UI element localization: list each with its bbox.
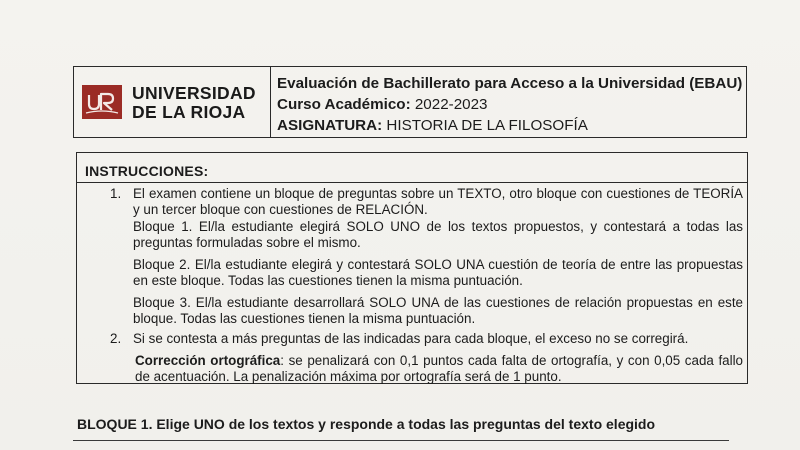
item-number-1: 1. [110,186,122,201]
item-number-2: 2. [110,331,122,346]
section-divider [73,440,729,441]
exam-title [277,73,743,94]
bloque-1-rule: Bloque 1. El/la estudiante elegirá SOLO UNO de los textos propuestos, y contestará a todas las preguntas formuladas sobre el mismo. [133,219,743,251]
correction-text: : se penalizará con 0,1 puntos cada falta de ortografía, y con 0,05 cada fallo de acentuación. La penalización máxima por ortografía será de 1 punto. [135,353,744,385]
course-label: Curso Académico: [277,96,411,113]
bloque-2-rule: Bloque 2. El/la estudiante elegirá y contestará SOLO UNA cuestión de teoría de entre las propuestas en este bloque. Todas las cuestiones tienen la misma puntuación. [133,257,743,289]
instructions-box [76,152,748,384]
university-name-line1: UNIVERSIDAD [132,83,256,103]
university-name [132,84,256,122]
exam-header [73,66,747,138]
correction-note [135,353,743,386]
course-line [277,94,740,115]
bloque-1-heading: BLOQUE 1. Elige UNO de los textos y responde a todas las preguntas del texto elegido [77,416,656,432]
correction-label: Corrección ortográfica [135,353,281,368]
instructions-header [77,153,747,183]
course-value: 2022-2023 [414,96,488,113]
subject-value: HISTORIA DE LA FILOSOFÍA [386,117,588,134]
exam-title-text: Evaluación de Bachillerato para Acceso a la Universidad (EBAU) [277,75,743,92]
item-1-text: El examen contiene un bloque de preguntas sobre un TEXTO, otro bloque con cuestiones de TEORÍA y un tercer bloque con cuestiones de RELACIÓN. [133,186,743,218]
item-2-text: Si se contesta a más preguntas de las indicadas para cada bloque, el exceso no se corregirá. [133,331,689,346]
bloque-3-rule: Bloque 3. El/la estudiante desarrollará SOLO UNA de las cuestiones de relación propuestas en este bloque. Todas las cuestiones tienen la misma puntuación. [133,295,743,327]
instructions-title: INSTRUCCIONES: [85,163,209,179]
university-logo [74,67,271,137]
university-logo-mark [82,85,122,119]
university-seal-icon [82,85,122,119]
exam-title-block [277,73,743,136]
subject-label: ASIGNATURA: [277,117,383,134]
subject-line [277,115,740,136]
university-name-line2: DE LA RIOJA [132,102,246,122]
